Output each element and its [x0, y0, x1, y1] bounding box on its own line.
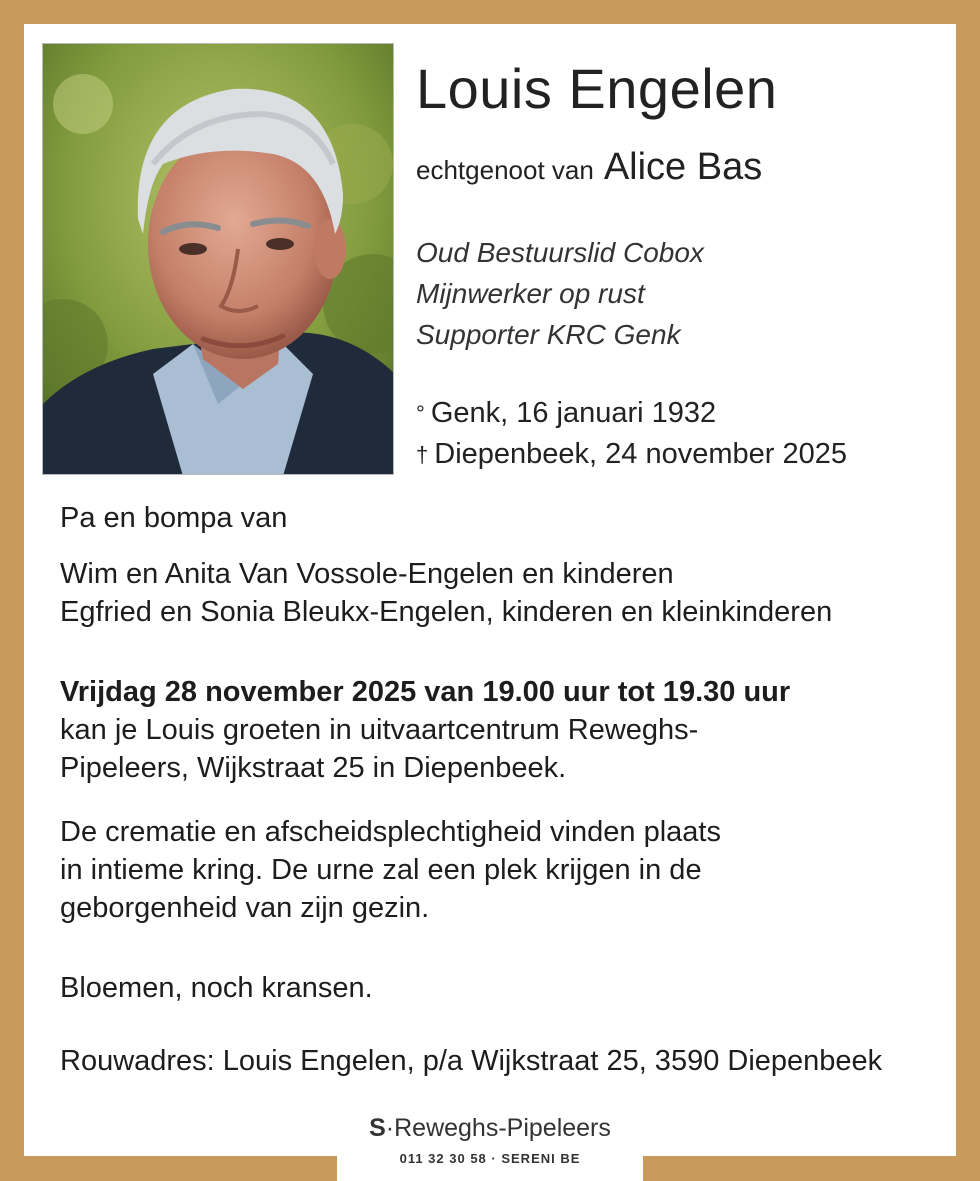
cremation-line: in intieme kring. De urne zal een plek krijgen in de	[60, 854, 702, 886]
brand-dot: ·	[385, 1114, 395, 1142]
birth-symbol: °	[416, 401, 425, 426]
birth-text: Genk, 16 januari 1932	[430, 397, 717, 429]
family-line: Egfried en Sonia Bleukx-Engelen, kinderen en kleinkinderen	[60, 596, 833, 628]
flowers-note	[60, 969, 940, 1007]
brand-logo-mark: S	[369, 1114, 386, 1142]
family-line: Wim en Anita Van Vossole-Engelen en kinderen	[60, 558, 674, 590]
brand-name: Reweghs-Pipeleers	[394, 1114, 611, 1142]
roles-list	[416, 232, 704, 355]
deceased-name: Louis Engelen	[416, 57, 778, 120]
visitation-line: Pipeleers, Wijkstraat 25 in Diepenbeek.	[60, 752, 567, 784]
cremation-block	[60, 813, 940, 927]
spouse-name: Alice Bas	[603, 146, 763, 188]
role-item: Mijnwerker op rust	[416, 278, 645, 309]
brand-contact: 011 32 30 58 · SERENI BE	[399, 1151, 581, 1166]
spouse-line	[416, 146, 762, 189]
role-item: Oud Bestuurslid Cobox	[416, 237, 704, 268]
visitation-datetime: Vrijdag 28 november 2025 van 19.00 uur tot 19.30 uur	[60, 676, 791, 708]
address-text: Rouwadres: Louis Engelen, p/a Wijkstraat 25, 3590 Diepenbeek	[60, 1045, 883, 1077]
family-intro	[60, 499, 940, 537]
visitation-line: kan je Louis groeten in uitvaartcentrum Reweghs-	[60, 714, 699, 746]
birth-line	[416, 393, 847, 434]
flowers-text: Bloemen, noch kransen.	[60, 972, 373, 1004]
role-item: Supporter KRC Genk	[416, 319, 681, 350]
death-text: Diepenbeek, 24 november 2025	[434, 438, 847, 470]
death-symbol: †	[416, 442, 429, 467]
portrait-photo	[42, 43, 394, 475]
spouse-prefix: echtgenoot van	[416, 155, 594, 185]
cremation-line: De crematie en afscheidsplechtigheid vinden plaats	[60, 816, 721, 848]
cremation-line: geborgenheid van zijn gezin.	[60, 892, 430, 924]
death-line	[416, 434, 847, 475]
life-dates	[416, 393, 847, 475]
mourning-address	[60, 1042, 940, 1080]
visitation-block	[60, 673, 940, 787]
family-intro-text: Pa en bompa van	[60, 502, 288, 534]
funeral-home-brand	[337, 1114, 643, 1143]
family-list	[60, 555, 940, 631]
